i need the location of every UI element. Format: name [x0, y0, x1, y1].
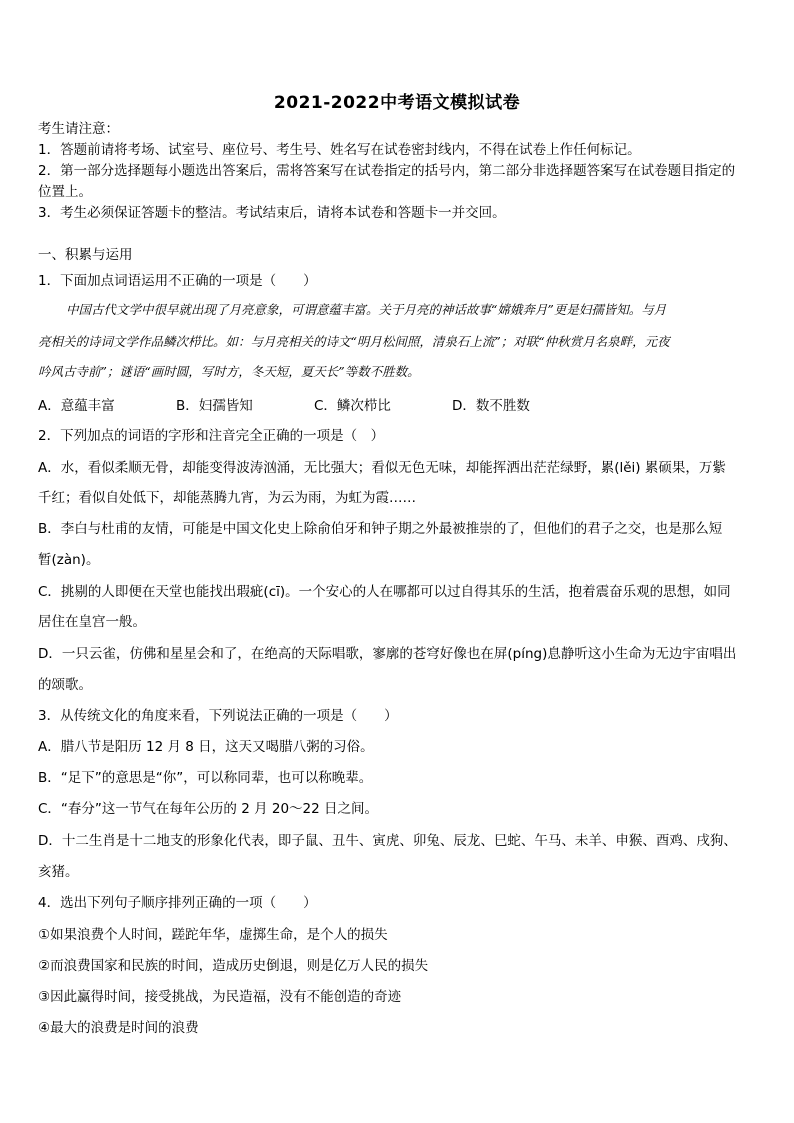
option-d: D．数不胜数 [452, 398, 530, 414]
question-3-line: 亥猪。 [38, 864, 79, 880]
option-c: C．鳞次栉比 [314, 398, 391, 414]
question-1-stem: 1．下面加点词语运用不正确的一项是（ ） [38, 273, 317, 289]
question-2-stem: 2．下列加点的词语的字形和注音完全正确的一项是（ ） [38, 428, 385, 444]
notice-heading: 考生请注意： [38, 121, 119, 137]
question-2-line: B．李白与杜甫的友情，可能是中国文化史上除俞伯牙和钟子期之外最被推崇的了，但他们的君子之交，也是那么短 [38, 521, 723, 537]
question-2-line: C．挑剔的人即便在天堂也能找出瑕疵(cī)。一个安心的人在哪都可以过自得其乐的生活，抱着震奋乐观的思想，如同 [38, 584, 731, 600]
question-3-line: C．“春分”这一节气在每年公历的 2 月 20～22 日之间。 [38, 801, 379, 817]
question-3-line: A．腊八节是阳历 12 月 8 日，这天又喝腊八粥的习俗。 [38, 739, 374, 755]
option-b: B．妇孺皆知 [176, 398, 253, 414]
page-title: 2021-2022中考语文模拟试卷 [273, 93, 521, 113]
question-1-passage-line: 中国古代文学中很早就出现了月亮意象，可谓意蕴丰富。关于月亮的神话故事“嫦娥奔月”更是妇孺皆知。与月 [66, 302, 667, 317]
question-2-line: 居住在皇宫一般。 [38, 614, 146, 630]
question-4-line: ①如果浪费个人时间，蹉跎年华，虚掷生命，是个人的损失 [38, 927, 388, 943]
question-2-line: 千红；看似自处低下，却能蒸腾九宵，为云为雨，为虹为霞…… [38, 490, 416, 506]
option-a: A．意蕴丰富 [38, 398, 115, 414]
question-4-stem: 4．选出下列句子顺序排列正确的一项（ ） [38, 895, 317, 911]
question-2-line: D．一只云雀，仿佛和星星会和了，在绝高的天际唱歌，寥廓的苍穹好像也在屏(píng)息静听这小生命为无边宇宙唱出 [38, 646, 737, 662]
question-1-passage-line: 吟风古寺前”；谜语“画时圆，写时方，冬天短，夏天长”等数不胜数。 [38, 364, 420, 379]
notice-item: 2．第一部分选择题每小题选出答案后，需将答案写在试卷指定的括号内，第二部分非选择题答案写在试卷题目指定的 [38, 163, 736, 179]
notice-item: 位置上。 [38, 184, 92, 200]
question-1-options [38, 394, 598, 414]
question-3-line: B．“足下”的意思是“你”，可以称同辈，也可以称晚辈。 [38, 770, 373, 786]
question-4-line: ②而浪费国家和民族的时间，造成历史倒退，则是亿万人民的损失 [38, 958, 429, 974]
question-1-passage-line: 亮相关的诗词文学作品鳞次栉比。如：与月亮相关的诗文“明月松间照，清泉石上流”；对联“仲秋赏月名泉畔，元夜 [38, 334, 670, 349]
notice-item: 1．答题前请将考场、试室号、座位号、考生号、姓名写在试卷密封线内，不得在试卷上作任何标记。 [38, 142, 641, 158]
question-3-stem: 3．从传统文化的角度来看，下列说法正确的一项是（ ） [38, 708, 398, 724]
question-2-line: 暂(zàn)。 [38, 552, 100, 568]
question-2-line: 的颂歌。 [38, 677, 92, 693]
question-3-line: D．十二生肖是十二地支的形象化代表，即子鼠、丑牛、寅虎、卯兔、辰龙、巳蛇、午马、未羊、申猴、酉鸡、戌狗、 [38, 833, 737, 849]
question-2-line: A．水，看似柔顺无骨，却能变得波涛汹涌，无比强大；看似无色无味，却能挥洒出茫茫绿野，累(lěi) 累硕果，万紫 [38, 460, 726, 476]
section-heading: 一、积累与运用 [38, 247, 133, 263]
question-4-line: ③因此赢得时间，接受挑战，为民造福，没有不能创造的奇迹 [38, 989, 402, 1005]
question-4-line: ④最大的浪费是时间的浪费 [38, 1020, 199, 1036]
notice-item: 3．考生必须保证答题卡的整洁。考试结束后，请将本试卷和答题卡一并交回。 [38, 205, 506, 221]
